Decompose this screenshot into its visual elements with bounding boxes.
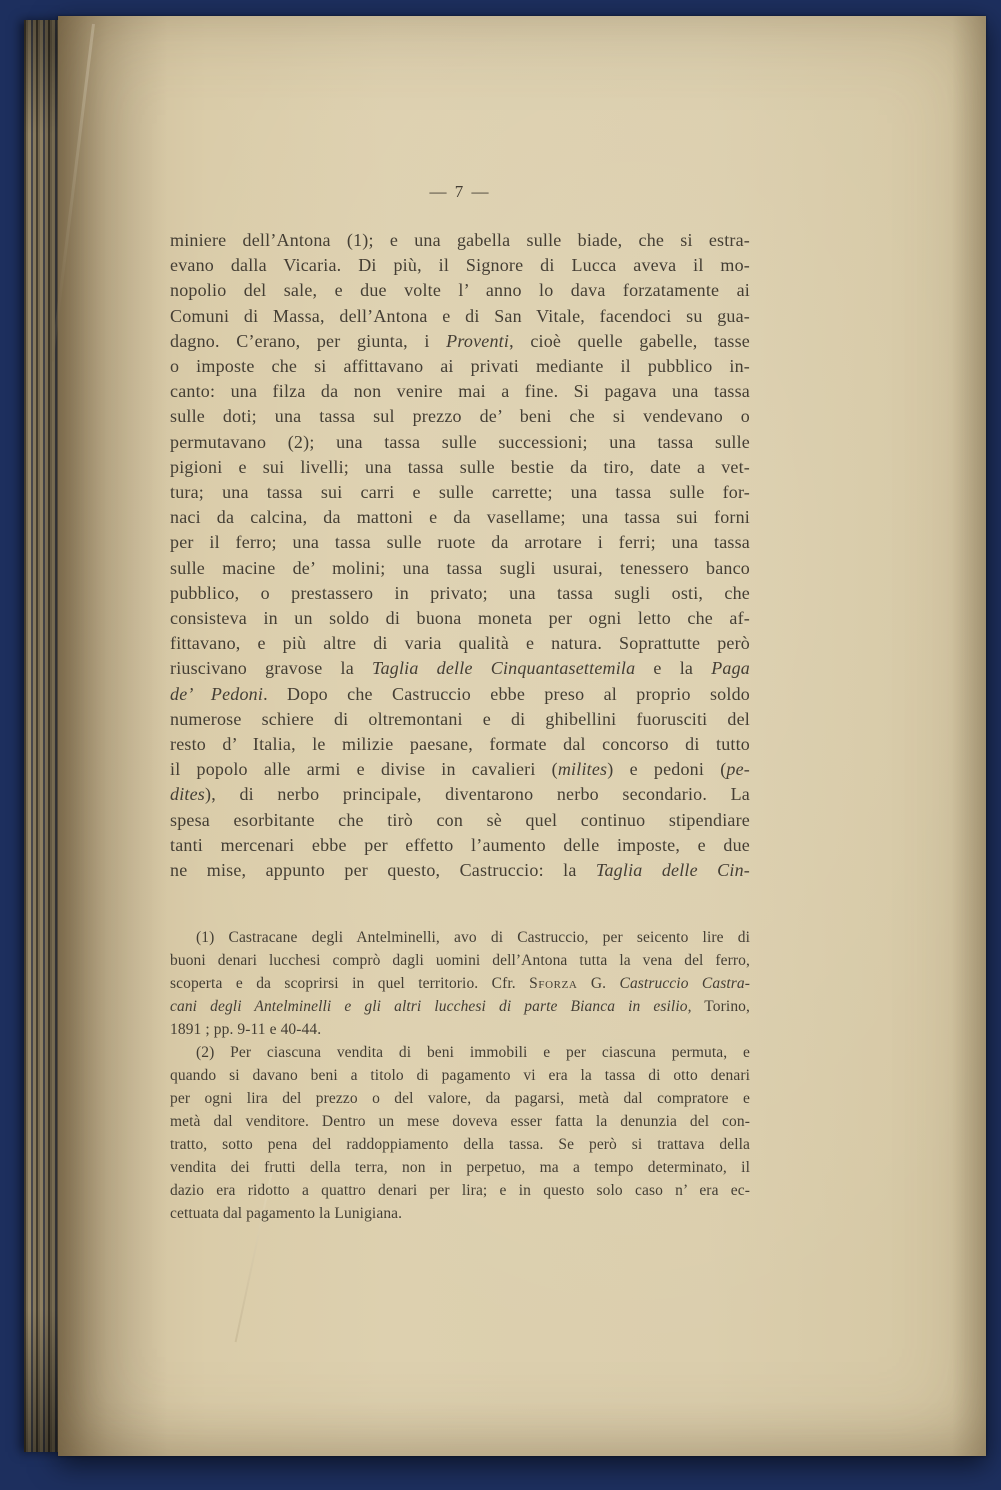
text-segment: ), di nerbo principale, diventarono nerbo secondario. La (205, 784, 750, 805)
text-segment: il popolo alle armi e divise in cavalieri ( (170, 759, 558, 780)
text-segment: scoperta e da scoprirsi in quel territorio. Cfr. (170, 975, 530, 993)
text-line (170, 354, 750, 379)
page-number: — 7 — (429, 182, 491, 201)
text-segment: metà dal venditore. Dentro un mese doveva esser fatta la denunzia del con- (170, 1113, 750, 1131)
text-line (170, 949, 750, 972)
text-segment: quando si davano beni a titolo di pagamento vi era la tassa di otto denari (170, 1067, 750, 1085)
text-segment: , cioè quelle gabelle, tasse (509, 330, 750, 351)
text-line (170, 505, 750, 530)
gutter-shadow (58, 16, 168, 1456)
text-line (170, 858, 750, 883)
page-right-edge-shadow (952, 16, 986, 1456)
text-segment: dazio era ridotto a quattro denari per lira; e in questo solo caso n’ era ec- (170, 1182, 750, 1200)
text-line (170, 972, 750, 995)
italic-text: Proventi (446, 330, 510, 351)
text-line (170, 631, 750, 656)
text-segment: consisteva in un soldo di buona moneta per ogni letto che af- (170, 608, 750, 629)
italic-text: Castruccio Castra- (619, 975, 751, 993)
text-segment: ne mise, appunto per questo, Castruccio: la (170, 860, 596, 881)
text-segment: cettuata dal pagamento la Lunigiana. (170, 1205, 403, 1223)
italic-text: Taglia delle Cinquantasettemila (372, 658, 636, 679)
text-segment: sulle macine de’ molini; una tassa sugli usurai, tenessero banco (170, 557, 750, 578)
text-line (170, 1179, 750, 1202)
text-segment: (2) Per ciascuna vendita di beni immobili e per ciascuna permuta, e (196, 1044, 750, 1062)
text-segment: per il ferro; una tassa sulle ruote da arrotare i ferri; una tassa (170, 532, 750, 553)
text-line (170, 707, 750, 732)
page-crease-top (51, 24, 95, 362)
text-line (170, 656, 750, 681)
text-segment: per ogni lira del prezzo o del valore, da pagarsi, metà dal compratore e (170, 1090, 750, 1108)
text-segment: spesa esorbitante che tirò con sè quel continuo stipendiare (170, 809, 750, 830)
text-line (170, 757, 750, 782)
text-column (170, 16, 750, 1225)
text-segment: canto: una filza da non venire mai a fine. Si pagava una tassa (170, 381, 750, 402)
text-line (170, 1110, 750, 1133)
text-line (170, 304, 750, 329)
text-segment: G. (577, 975, 620, 993)
text-segment: fittavano, e più altre di varia qualità e natura. Soprattutte però (170, 633, 750, 654)
text-line (170, 430, 750, 455)
text-line (170, 1202, 750, 1225)
text-line (170, 1041, 750, 1064)
text-segment: . Dopo che Castruccio ebbe preso al proprio soldo (263, 683, 750, 704)
text-line (170, 1156, 750, 1179)
text-line (170, 995, 750, 1018)
text-line (170, 782, 750, 807)
italic-text: de’ Pedoni (170, 683, 264, 704)
italic-text: cani degli Antelminelli e gli altri lucchesi di parte Bianca in esilio, (170, 998, 692, 1016)
text-segment: riuscivano gravose la (170, 658, 373, 679)
text-segment: 1891 ; pp. 9-11 e 40-44. (170, 1021, 322, 1039)
text-segment: tanti mercenari ebbe per effetto l’aumento delle imposte, e due (170, 834, 750, 855)
text-segment: (1) Castracane degli Antelminelli, avo di Castruccio, per seicento lire di (196, 929, 750, 947)
text-segment: ) e pedoni ( (607, 759, 727, 780)
text-segment: resto d’ Italia, le milizie paesane, formate dal concorso di tutto (170, 734, 750, 755)
text-segment: vendita dei frutti della terra, non in perpetuo, ma a tempo determinato, il (170, 1159, 750, 1177)
italic-text: pe- (726, 759, 750, 780)
text-line (170, 808, 750, 833)
text-line (170, 1018, 750, 1041)
body-text (170, 228, 750, 883)
text-segment: dagno. C’erano, per giunta, i (170, 330, 447, 351)
text-line (170, 581, 750, 606)
text-line (170, 278, 750, 303)
text-line (170, 1133, 750, 1156)
text-segment: tura; una tassa sui carri e sulle carrette; una tassa sulle for- (170, 482, 750, 503)
text-line (170, 833, 750, 858)
italic-text: Paga (711, 658, 750, 679)
text-segment: Torino, (691, 998, 750, 1016)
text-line (170, 682, 750, 707)
book-page (58, 16, 986, 1456)
text-segment: permutavano (2); una tassa sulle successioni; una tassa sulle (170, 431, 750, 452)
text-line (170, 530, 750, 555)
text-segment: buoni denari lucchesi comprò dagli uomini dell’Antona tutta la vena del ferro, (170, 952, 750, 970)
footnotes (170, 926, 750, 1225)
smallcaps-text: Sforza (529, 975, 578, 993)
italic-text: Taglia delle Cin- (595, 860, 750, 881)
text-line (170, 379, 750, 404)
italic-text: milites (557, 759, 608, 780)
text-segment: miniere dell’Antona (1); e una gabella sulle biade, che si estra- (170, 230, 750, 250)
text-segment: pigioni e sui livelli; una tassa sulle bestie da tiro, date a vet- (170, 456, 750, 477)
text-line (170, 253, 750, 278)
text-segment: sulle doti; una tassa sul prezzo de’ beni che si vendevano o (170, 406, 750, 427)
text-segment: nopolio del sale, e due volte l’ anno lo dava forzatamente ai (170, 280, 750, 301)
text-line (170, 556, 750, 581)
text-segment: o imposte che si affittavano ai privati mediante il pubblico in- (170, 356, 750, 377)
text-segment: e la (635, 658, 712, 679)
text-segment: tratto, sotto pena del raddoppiamento della tassa. Se però si trattava della (170, 1136, 750, 1154)
italic-text: dites (170, 784, 205, 805)
text-line (170, 1064, 750, 1087)
text-line (170, 732, 750, 757)
text-segment: numerose schiere di oltremontani e di ghibellini fuorusciti del (170, 708, 750, 729)
text-segment: Comuni di Massa, dell’Antona e di San Vitale, facendoci su gua- (170, 305, 750, 326)
text-line (170, 1087, 750, 1110)
text-line (170, 455, 750, 480)
text-line (170, 926, 750, 949)
text-line (170, 404, 750, 429)
text-line (170, 480, 750, 505)
text-line (170, 228, 750, 253)
text-segment: pubblico, o prestassero in privato; una tassa sugli osti, che (170, 582, 750, 603)
text-segment: naci da calcina, da mattoni e da vasellame; una tassa sui forni (170, 507, 750, 528)
text-line (170, 329, 750, 354)
text-segment: evano dalla Vicaria. Di più, il Signore di Lucca aveva il mo- (170, 255, 750, 276)
text-line (170, 606, 750, 631)
